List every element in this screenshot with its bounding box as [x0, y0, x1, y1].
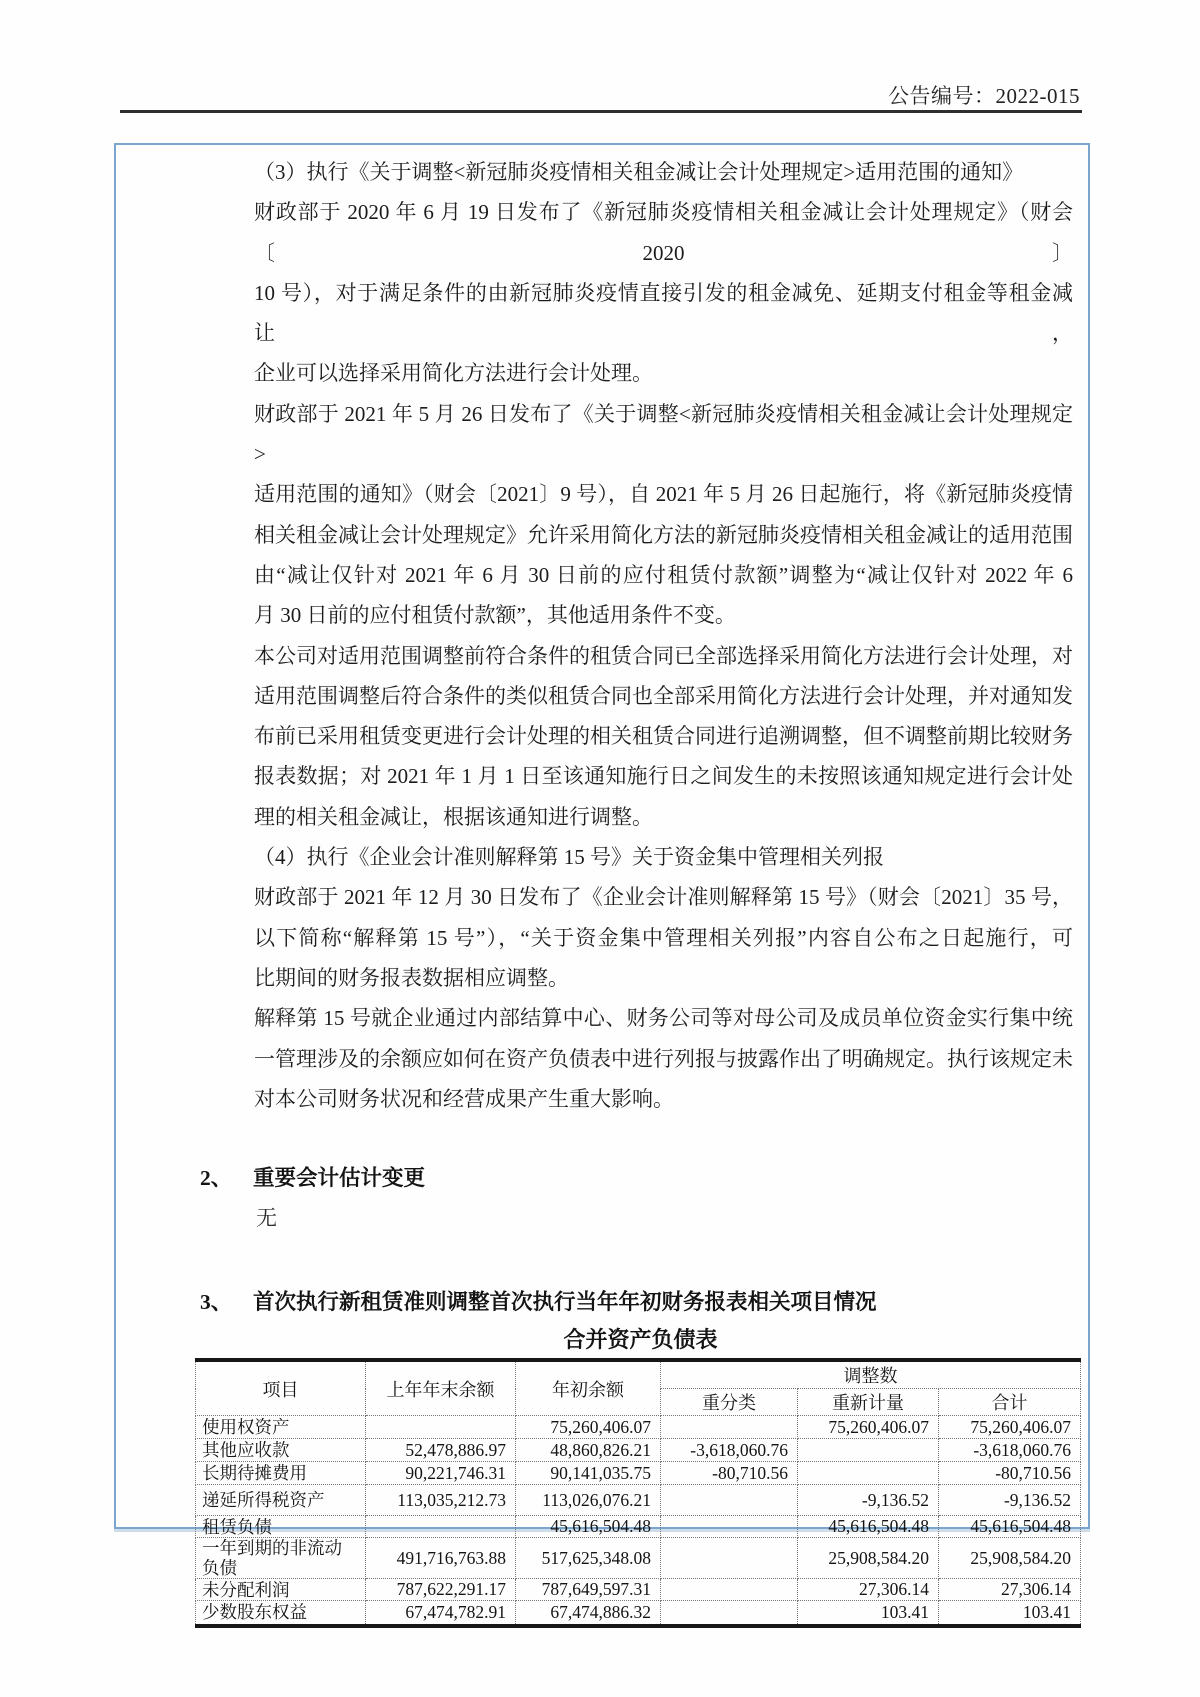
- table-row: [196, 1516, 1081, 1538]
- body-line: 企业可以选择采用简化方法进行会计处理。: [254, 361, 653, 386]
- col-header-remeasure: 重新计量: [798, 1389, 939, 1416]
- body-line: 报表数据；对 2021 年 1 月 1 日至该通知施行日之间发生的未按照该通知规定进行会计处: [254, 764, 1073, 789]
- cell-total: 25,908,584.20: [939, 1538, 1081, 1579]
- body-line: 财政部于 2021 年 12 月 30 日发布了《企业会计准则解释第 15 号》（财会〔2021〕35 号，: [254, 885, 1073, 910]
- cell-remeasure: 45,616,504.48: [798, 1516, 939, 1538]
- body-line: 理的相关租金减让，根据该通知进行调整。: [254, 804, 653, 829]
- cell-reclass: [661, 1579, 798, 1601]
- cell-prev_year_end: 90,221,746.31: [366, 1462, 516, 1485]
- table-row: [196, 1485, 1081, 1516]
- body-line: 相关租金减让会计处理规定》允许采用简化方法的新冠肺炎疫情相关租金减让的适用范围: [254, 522, 1073, 547]
- cell-reclass: [661, 1538, 798, 1579]
- col-header-prev-year-end: 上年年末余额: [366, 1360, 516, 1416]
- cell-item: 租赁负债: [196, 1516, 366, 1538]
- cell-prev_year_end: 52,478,886.97: [366, 1439, 516, 1462]
- cell-total: -3,618,060.76: [939, 1439, 1081, 1462]
- announcement-number: 公告编号：2022-015: [888, 84, 1080, 108]
- cell-prev_year_end: [366, 1416, 516, 1439]
- cell-year_begin: 48,860,826.21: [516, 1439, 661, 1462]
- cell-prev_year_end: 787,622,291.17: [366, 1579, 516, 1601]
- col-header-item: 项目: [196, 1360, 366, 1416]
- cell-remeasure: [798, 1462, 939, 1485]
- body-line: 解释第 15 号就企业通过内部结算中心、财务公司等对母公司及成员单位资金实行集中统: [254, 1006, 1073, 1031]
- cell-reclass: [661, 1516, 798, 1538]
- cell-remeasure: 103.41: [798, 1601, 939, 1626]
- table-row: [196, 1416, 1081, 1439]
- cell-prev_year_end: 67,474,782.91: [366, 1601, 516, 1626]
- table-title: 合并资产负债表: [563, 1327, 718, 1353]
- cell-item: 递延所得税资产: [196, 1485, 366, 1516]
- body-line: （3）执行《关于调整<新冠肺炎疫情相关租金减让会计处理规定>适用范围的通知》: [254, 160, 1024, 184]
- body-lines: [254, 152, 1073, 1119]
- body-line: 财政部于 2020 年 6 月 19 日发布了《新冠肺炎疫情相关租金减让会计处理规定》（财会〔2020〕: [254, 200, 1073, 265]
- cell-item: 未分配利润: [196, 1579, 366, 1601]
- col-header-year-begin: 年初余额: [516, 1360, 661, 1416]
- cell-total: 45,616,504.48: [939, 1516, 1081, 1538]
- section-2-content: 无: [256, 1206, 277, 1231]
- cell-item: 使用权资产: [196, 1416, 366, 1439]
- cell-prev_year_end: [366, 1516, 516, 1538]
- cell-remeasure: 27,306.14: [798, 1579, 939, 1601]
- body-line: 比期间的财务报表数据相应调整。: [254, 965, 569, 990]
- section-3-title: 首次执行新租赁准则调整首次执行当年年初财务报表相关项目情况: [253, 1290, 877, 1315]
- body-line: 财政部于 2021 年 5 月 26 日发布了《关于调整<新冠肺炎疫情相关租金减让会计处理规定>: [254, 401, 1073, 467]
- balance-table-body: [196, 1416, 1081, 1626]
- cell-year_begin: 75,260,406.07: [516, 1416, 661, 1439]
- section-2-title: 重要会计估计变更: [253, 1166, 426, 1191]
- cell-year_begin: 90,141,035.75: [516, 1462, 661, 1485]
- cell-reclass: [661, 1485, 798, 1516]
- cell-remeasure: -9,136.52: [798, 1485, 939, 1516]
- body-line: 对本公司财务状况和经营成果产生重大影响。: [254, 1086, 674, 1111]
- cell-year_begin: 67,474,886.32: [516, 1601, 661, 1626]
- section-3-number: 3、: [200, 1290, 233, 1315]
- table-row: [196, 1462, 1081, 1485]
- cell-year_begin: 517,625,348.08: [516, 1538, 661, 1579]
- table-header-row-1: [196, 1360, 1081, 1389]
- cell-remeasure: 75,260,406.07: [798, 1416, 939, 1439]
- content-box: [114, 143, 1090, 1623]
- section-2-number: 2、: [200, 1166, 233, 1191]
- cell-total: -9,136.52: [939, 1485, 1081, 1516]
- body-line: （4）执行《企业会计准则解释第 15 号》关于资金集中管理相关列报: [254, 845, 884, 870]
- col-header-adjustments: 调整数: [661, 1360, 1081, 1389]
- body-line: 由“减让仅针对 2021 年 6 月 30 日前的应付租赁付款额”调整为“减让仅针对 2022 年 6: [254, 562, 1073, 587]
- cell-prev_year_end: 491,716,763.88: [366, 1538, 516, 1579]
- body-line: 以下简称“解释第 15 号”），“关于资金集中管理相关列报”内容自公布之日起施行，可: [254, 925, 1073, 950]
- cell-reclass: [661, 1416, 798, 1439]
- section-2-heading: [200, 1158, 1088, 1198]
- section-3-heading: [200, 1282, 1088, 1322]
- cell-total: 103.41: [939, 1601, 1081, 1626]
- body-line: 本公司对适用范围调整前符合条件的租赁合同已全部选择采用简化方法进行会计处理，对: [254, 643, 1073, 668]
- body-line: 布前已采用租赁变更进行会计处理的相关租赁合同进行追溯调整，但不调整前期比较财务: [254, 724, 1073, 749]
- cell-reclass: [661, 1601, 798, 1626]
- cell-item: 一年到期的非流动负债: [196, 1538, 366, 1579]
- cell-remeasure: [798, 1439, 939, 1462]
- cell-item: 少数股东权益: [196, 1601, 366, 1626]
- cell-year_begin: 787,649,597.31: [516, 1579, 661, 1601]
- cell-prev_year_end: 113,035,212.73: [366, 1485, 516, 1516]
- body-line: 10 号），对于满足条件的由新冠肺炎疫情直接引发的租金减免、延期支付租金等租金减让，: [254, 280, 1073, 346]
- body-line: 月 30 日前的应付租赁付款额”，其他适用条件不变。: [254, 603, 736, 628]
- balance-sheet-table: [195, 1358, 1081, 1628]
- cell-total: 75,260,406.07: [939, 1416, 1081, 1439]
- cell-reclass: -3,618,060.76: [661, 1439, 798, 1462]
- body-line: 一管理涉及的余额应如何在资产负债表中进行列报与披露作出了明确规定。执行该规定未: [254, 1046, 1073, 1071]
- table-row: [196, 1601, 1081, 1626]
- body-line: 适用范围的通知》（财会〔2021〕9 号），自 2021 年 5 月 26 日起施行，将《新冠肺炎疫情: [254, 482, 1073, 507]
- cell-item: 其他应收款: [196, 1439, 366, 1462]
- cell-year_begin: 45,616,504.48: [516, 1516, 661, 1538]
- cell-total: 27,306.14: [939, 1579, 1081, 1601]
- col-header-reclass: 重分类: [661, 1389, 798, 1416]
- body-line: 适用范围调整后符合条件的类似租赁合同也全部采用简化方法进行会计处理，并对通知发: [254, 683, 1073, 708]
- header-rule: [120, 110, 1082, 113]
- cell-remeasure: 25,908,584.20: [798, 1538, 939, 1579]
- col-header-total: 合计: [939, 1389, 1081, 1416]
- cell-year_begin: 113,026,076.21: [516, 1485, 661, 1516]
- table-row: [196, 1579, 1081, 1601]
- cell-item: 长期待摊费用: [196, 1462, 366, 1485]
- table-row: [196, 1439, 1081, 1462]
- cell-total: -80,710.56: [939, 1462, 1081, 1485]
- table-row: [196, 1538, 1081, 1579]
- cell-reclass: -80,710.56: [661, 1462, 798, 1485]
